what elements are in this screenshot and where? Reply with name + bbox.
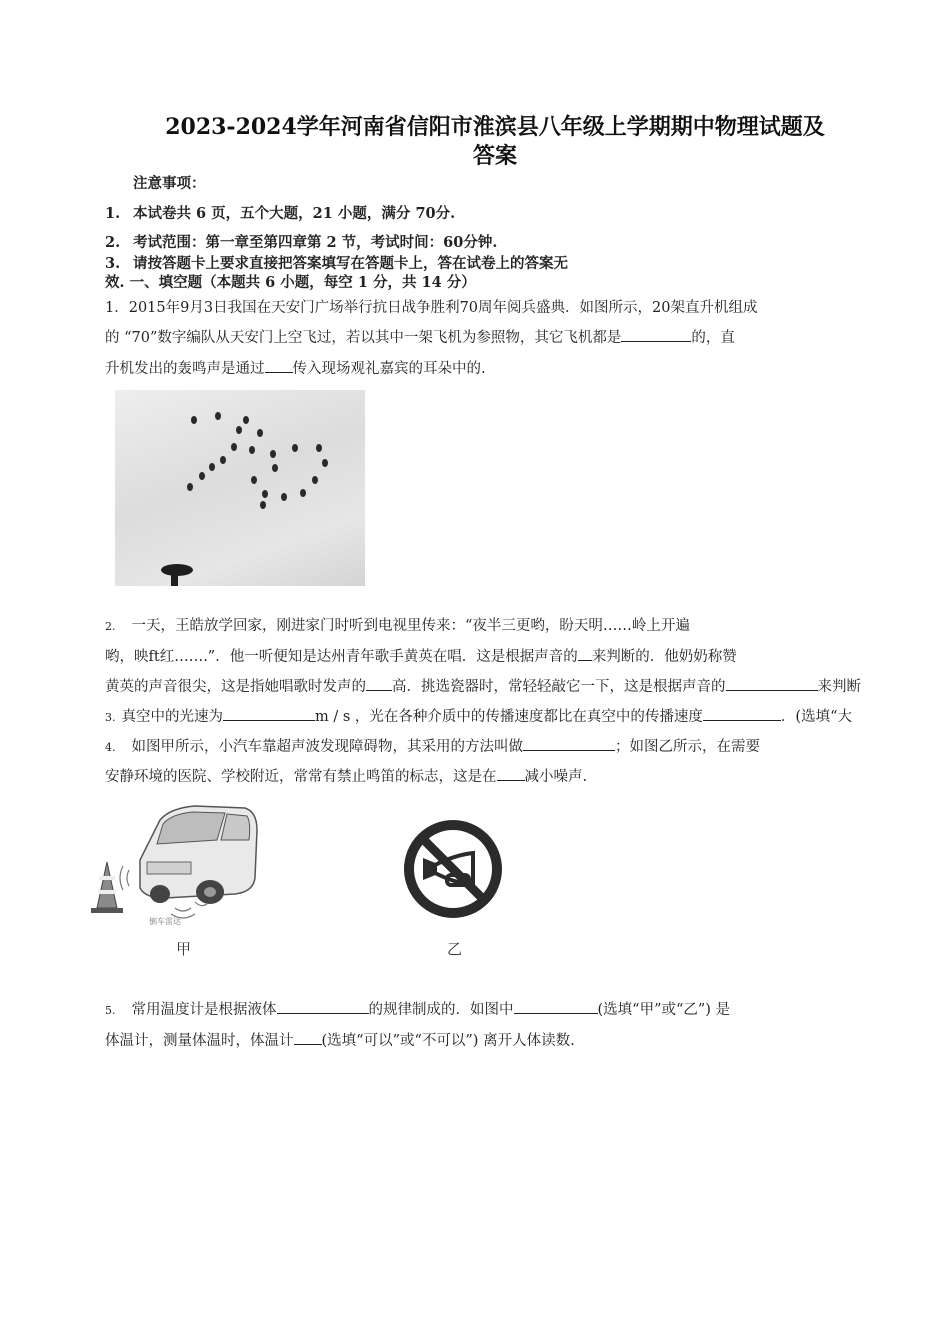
notice-heading: 注意事项： <box>133 175 206 192</box>
q5-line-1-b: 的规律制成的．如图中 <box>368 1002 514 1018</box>
q3-b: m / s ，光在各种介质中的传播速度都比在真空中的传播速度 <box>315 709 703 725</box>
notice-item-2-text: 考试范围：第一章至第四章第 2 节，考试时间：60分钟. <box>133 234 498 251</box>
q2-line-3-a: 黄英的声音很尖，这是指她唱歌时发声的 <box>105 679 366 695</box>
q2-line-2-b: 来判断的．他奶奶称赞 <box>591 649 737 665</box>
car-drawing <box>85 800 260 935</box>
no-honking-sign-icon <box>403 819 503 919</box>
q4-line-1-b: ；如图乙所示，在需要 <box>615 739 760 755</box>
q2-line-2-a: 哟，映ft红…….”．他一听便知是达州青年歌手黄英在唱．这是根据声音的 <box>105 649 578 665</box>
q2-line-3-b: 高．挑选瓷器时，常轻轻敲它一下，这是根据声音的 <box>392 679 726 695</box>
notice-item-3-text: 请按答题卡上要求直接把答案填写在答题卡上，答在试卷上的答案无 <box>133 255 568 272</box>
q2-num: 2. <box>105 620 116 633</box>
car-radar-caption: 倒车雷达 <box>149 917 181 926</box>
q5-line-2 <box>105 1030 575 1051</box>
q5-blank-2[interactable] <box>514 999 598 1014</box>
q4-blank-1[interactable] <box>523 736 615 751</box>
notice-item-1 <box>105 204 455 224</box>
label-jia: 甲 <box>176 940 192 958</box>
notice-item-1-text: 本试卷共 6 页，五个大题，21 小题，满分 70分. <box>133 205 456 222</box>
section-heading: 效. 一、填空题（本题共 6 小题，每空 1 分，共 14 分） <box>105 274 476 291</box>
q1-blank-2[interactable] <box>265 358 293 373</box>
q4-line-2-b: 减小噪声. <box>524 769 588 785</box>
q4-num: 4. <box>105 741 116 754</box>
q2-line-1 <box>105 616 690 637</box>
q2-line-3 <box>105 676 861 697</box>
q2-line-3-c: 来判断 <box>817 679 861 695</box>
q3-blank-2[interactable] <box>703 706 781 721</box>
notice-item-2 <box>105 233 497 253</box>
q1-line-2-b: 的，直 <box>691 330 735 346</box>
notice-item-3-num: 3. <box>105 255 121 272</box>
notice-item-2-num: 2. <box>105 234 121 251</box>
q5-num: 5. <box>105 1004 116 1017</box>
q3-num: 3. <box>105 711 116 724</box>
q1-blank-1[interactable] <box>621 327 691 342</box>
q1-line-3-b: 传入现场观礼嘉宾的耳朵中的. <box>292 361 486 377</box>
q1-line-2 <box>105 327 735 348</box>
q5-line-1-a: 常用温度计是根据液体 <box>131 1002 277 1018</box>
q5-blank-1[interactable] <box>277 999 369 1014</box>
q4-line-1 <box>105 736 760 758</box>
q1-line-2-a: 的 “70”数字编队从天安门上空飞过，若以其中一架飞机为参照物，其它飞机都是 <box>105 330 622 346</box>
q5-line-2-b: (选填“可以”或“不可以”) 离开人体读数. <box>321 1033 575 1049</box>
helicopter-formation-photo <box>115 390 365 586</box>
label-yi: 乙 <box>447 940 463 958</box>
q2-line-1-text: 一天，王皓放学回家，刚进家门时听到电视里传来：“夜半三更哟，盼天明……岭上开遍 <box>131 618 690 634</box>
q3-c: ．(选填“大 <box>780 709 852 725</box>
q3-blank-1[interactable] <box>223 706 315 721</box>
q1-line-1: 1．2015年9月3日我国在天安门广场举行抗日战争胜利70周年阅兵盛典．如图所示，20架直升机组成 <box>105 300 758 316</box>
car-ultrasonic-figure <box>85 800 260 935</box>
q4-blank-2[interactable] <box>497 766 525 781</box>
helicopter-dots <box>115 390 365 586</box>
q1-line-3 <box>105 358 486 379</box>
q5-line-2-a: 体温计，测量体温时，体温计 <box>105 1033 294 1049</box>
q2-blank-3[interactable] <box>726 676 818 691</box>
q5-line-1-c: (选填“甲”或“乙”) 是 <box>597 1002 731 1018</box>
notice-item-1-num: 1. <box>105 205 121 222</box>
q4-line-2-a: 安静环境的医院、学校附近，常常有禁止鸣笛的标志，这是在 <box>105 769 497 785</box>
q2-blank-1[interactable] <box>578 646 592 661</box>
q5-blank-3[interactable] <box>294 1030 322 1045</box>
q1-line-3-a: 升机发出的轰鸣声是通过 <box>105 361 265 377</box>
q3-a: 真空中的光速为 <box>121 709 223 725</box>
notice-item-3 <box>105 254 568 274</box>
no-honking-drawing <box>403 819 503 919</box>
q4-line-2 <box>105 766 587 787</box>
title-line-2: 答案 <box>472 143 517 169</box>
q2-blank-2[interactable] <box>366 676 392 691</box>
title-line-1: 2023-2024学年河南省信阳市淮滨县八年级上学期期中物理试题及 <box>165 114 825 140</box>
q3-line <box>105 706 852 728</box>
page-title <box>100 113 890 171</box>
q4-line-1-a: 如图甲所示，小汽车靠超声波发现障碍物，其采用的方法叫做 <box>131 739 523 755</box>
q2-line-2 <box>105 646 737 667</box>
q5-line-1 <box>105 999 730 1021</box>
